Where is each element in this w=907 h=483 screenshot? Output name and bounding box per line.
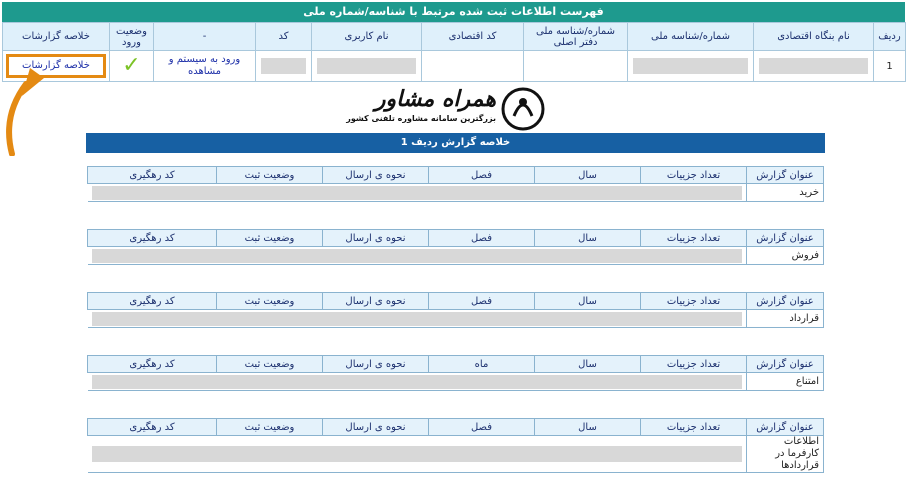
main-table-title: فهرست اطلاعات ثبت شده مرتبط با شناسه/شماره ملی (2, 2, 905, 22)
redacted-report-values (88, 184, 747, 202)
report-table-header-cell: سال (535, 356, 641, 373)
report-table-header-cell: تعداد جزییات (641, 419, 747, 436)
table-row (3, 51, 906, 82)
report-table-header-row (88, 356, 824, 373)
redacted-report-values (88, 310, 747, 328)
report-table-header-cell: نحوه ی ارسال (323, 356, 429, 373)
header-economic-code: کد اقتصادی (422, 23, 524, 51)
report-title-cell: فروش (747, 247, 824, 265)
login-status-cell (110, 51, 154, 82)
redacted-value (92, 375, 743, 389)
report-table-header-cell: فصل (429, 167, 535, 184)
report-table-header-cell: تعداد جزییات (641, 167, 747, 184)
redacted-value (92, 312, 743, 326)
redacted-value (92, 446, 743, 462)
report-table-header-cell: سال (535, 230, 641, 247)
report-table-header-cell: تعداد جزییات (641, 230, 747, 247)
report-table-header-cell: عنوان گزارش (747, 230, 824, 247)
report-table-header-cell: فصل (429, 293, 535, 310)
row-number-cell: 1 (874, 51, 906, 82)
header-login-status: وضعیت ورود (110, 23, 154, 51)
username-cell (312, 51, 422, 82)
header-national-id-head-office: شماره/شناسه ملی دفتر اصلی (524, 23, 628, 51)
report-table (87, 418, 824, 473)
orange-arrow-icon (0, 56, 80, 156)
redacted-value (633, 58, 748, 74)
redacted-report-values (88, 373, 747, 391)
header-username: نام کاربری (312, 23, 422, 51)
report-title-cell: خرید (747, 184, 824, 202)
report-table-header-cell: وضعیت ثبت (217, 293, 323, 310)
report-table-header-cell: سال (535, 419, 641, 436)
checkmark-icon: ✓ (122, 53, 141, 78)
report-table-header-cell: تعداد جزییات (641, 293, 747, 310)
redacted-value (92, 249, 743, 263)
report-table (87, 166, 824, 202)
report-table-header-cell: سال (535, 167, 641, 184)
header-reports-summary: خلاصه گزارشات (3, 23, 110, 51)
report-table-header-cell: کد رهگیری (88, 419, 217, 436)
header-economic-activity-name: نام بنگاه اقتصادی (754, 23, 874, 51)
report-table-header-row (88, 419, 824, 436)
report-table-header-cell: عنوان گزارش (747, 167, 824, 184)
brand-logo (346, 86, 548, 132)
national-id-head-office-cell (524, 51, 628, 82)
report-table (87, 355, 824, 391)
report-summary-title: خلاصه گزارش ردیف 1 (86, 133, 825, 153)
header-row-number: ردیف (874, 23, 906, 51)
report-table-header-cell: وضعیت ثبت (217, 167, 323, 184)
report-table-header-cell: وضعیت ثبت (217, 419, 323, 436)
redacted-value (92, 186, 743, 200)
national-id-cell (628, 51, 754, 82)
table-row (88, 184, 824, 202)
report-table-header-cell: سال (535, 293, 641, 310)
main-table-header-row (3, 23, 906, 51)
report-table-header-cell: ماه (429, 356, 535, 373)
report-table-header-cell: وضعیت ثبت (217, 230, 323, 247)
report-table-header-cell: نحوه ی ارسال (323, 419, 429, 436)
report-table-header-cell: عنوان گزارش (747, 293, 824, 310)
logo-mark-icon (500, 86, 546, 132)
report-table-header-cell: کد رهگیری (88, 293, 217, 310)
report-table (87, 229, 824, 265)
header-national-id: شماره/شناسه ملی (628, 23, 754, 51)
header-dash: - (154, 23, 256, 51)
report-title-cell: قرارداد (747, 310, 824, 328)
report-title-cell: اطلاعات کارفرما در قراردادها (747, 436, 824, 473)
reports-summary-link[interactable]: خلاصه گزارشات (6, 54, 106, 78)
report-table-header-cell: تعداد جزییات (641, 356, 747, 373)
report-table-header-cell: وضعیت ثبت (217, 356, 323, 373)
report-table-header-row (88, 230, 824, 247)
report-table-header-cell: کد رهگیری (88, 230, 217, 247)
header-code: کد (256, 23, 312, 51)
login-and-view-link[interactable]: ورود به سیستم و مشاهده (168, 54, 241, 77)
economic-activity-name-cell (754, 51, 874, 82)
login-link-cell (154, 51, 256, 82)
code-cell (256, 51, 312, 82)
report-table-header-row (88, 167, 824, 184)
report-table-header-cell: فصل (429, 230, 535, 247)
table-row (88, 373, 824, 391)
redacted-value (317, 58, 416, 74)
report-table (87, 292, 824, 328)
redacted-value (261, 58, 306, 74)
table-row (88, 436, 824, 473)
redacted-report-values (88, 247, 747, 265)
report-table-header-cell: کد رهگیری (88, 167, 217, 184)
redacted-report-values (88, 436, 747, 473)
table-row (88, 247, 824, 265)
main-table (2, 22, 906, 82)
report-table-header-cell: نحوه ی ارسال (323, 167, 429, 184)
logo-name: همراه مشاور (374, 86, 496, 112)
report-table-header-cell: عنوان گزارش (747, 356, 824, 373)
logo-tagline: بزرگترین سامانه مشاوره تلفنی کشور (346, 114, 496, 123)
report-table-header-cell: عنوان گزارش (747, 419, 824, 436)
economic-code-cell (422, 51, 524, 82)
report-table-header-cell: کد رهگیری (88, 356, 217, 373)
table-row (88, 310, 824, 328)
report-table-header-row (88, 293, 824, 310)
report-table-header-cell: فصل (429, 419, 535, 436)
redacted-value (759, 58, 868, 74)
report-title-cell: امتناع (747, 373, 824, 391)
report-table-header-cell: نحوه ی ارسال (323, 293, 429, 310)
report-table-header-cell: نحوه ی ارسال (323, 230, 429, 247)
